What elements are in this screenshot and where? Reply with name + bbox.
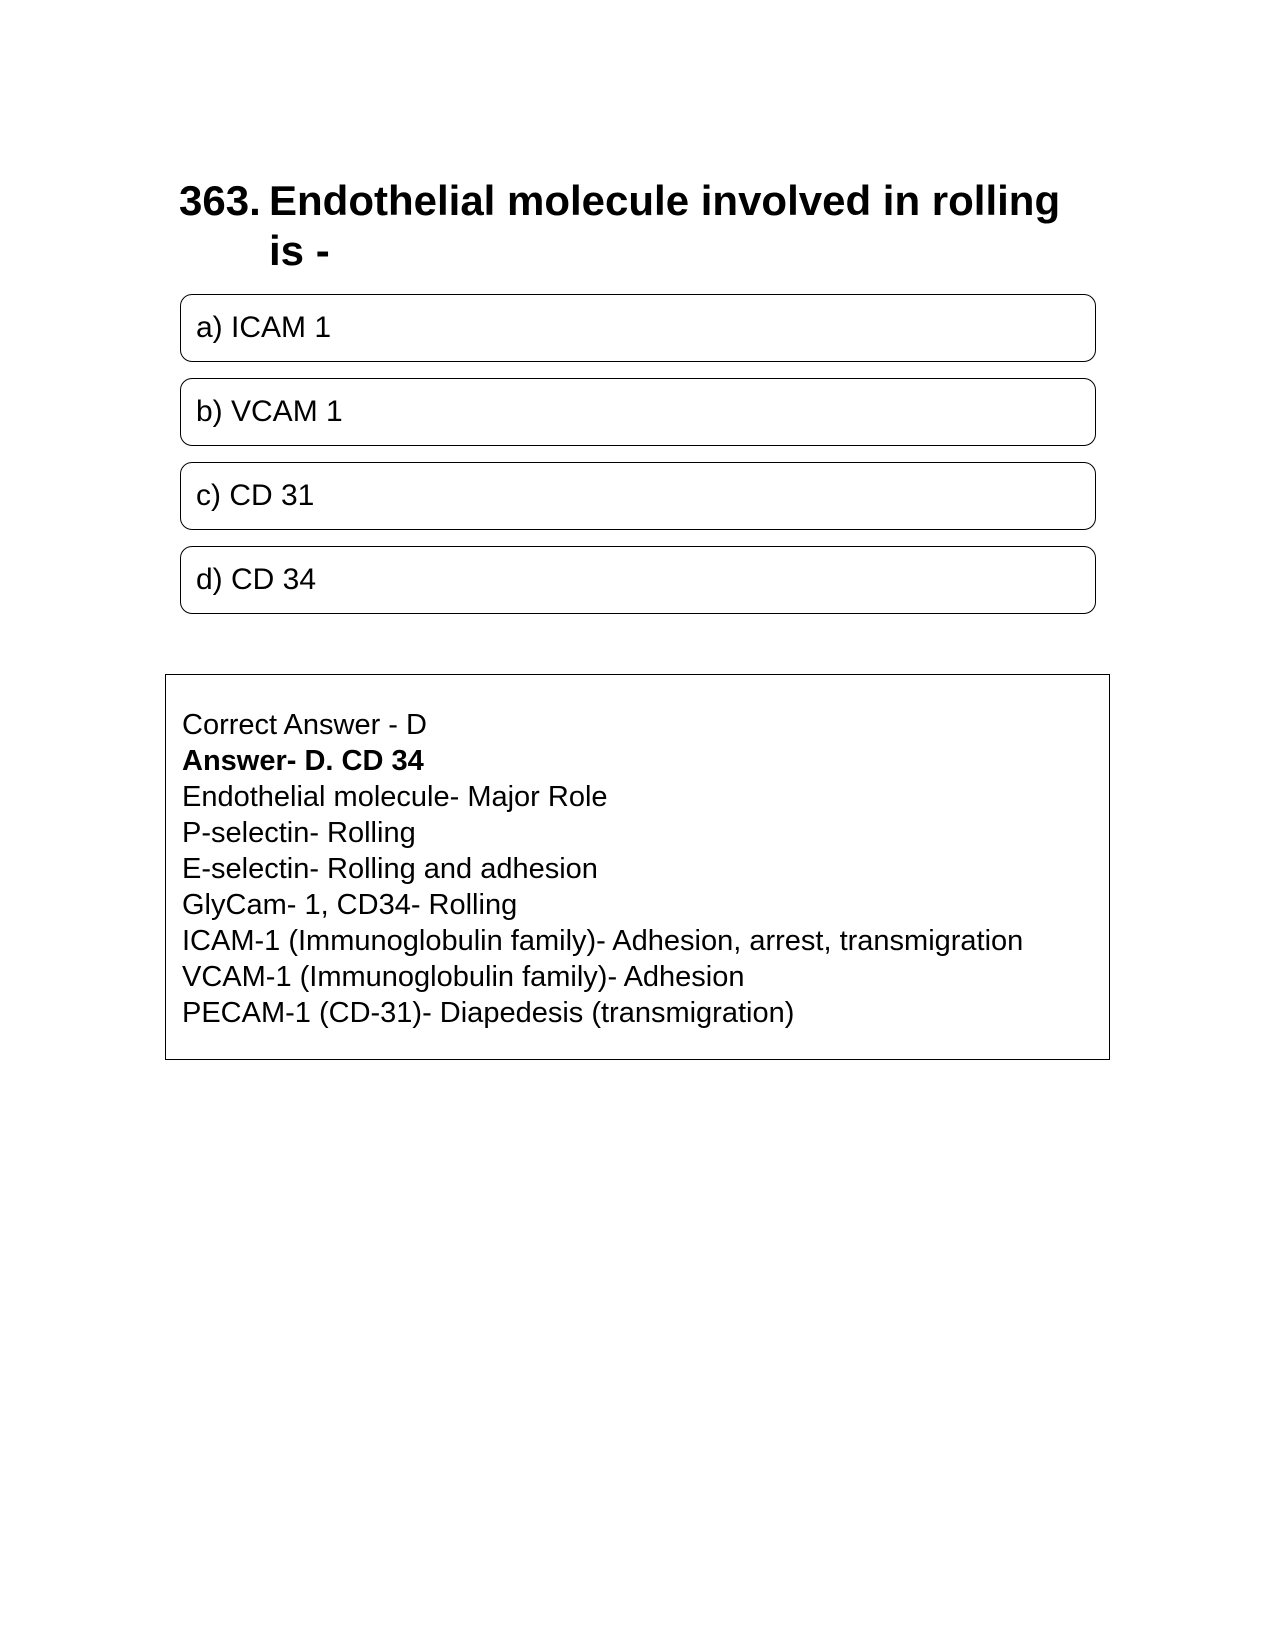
explanation-line: P-selectin- Rolling [182, 817, 416, 849]
explanation-line: E-selectin- Rolling and adhesion [182, 853, 598, 885]
question-heading [179, 176, 1079, 276]
options-list [180, 294, 1096, 630]
answer-explanation-box [165, 674, 1110, 1060]
option-a[interactable]: a) ICAM 1 [180, 294, 1096, 362]
explanation-line: ICAM-1 (Immunoglobulin family)- Adhesion, arrest, transmigration [182, 925, 1024, 957]
explanation-line: PECAM-1 (CD-31)- Diapedesis (transmigration) [182, 997, 795, 1029]
question-text: Endothelial molecule involved in rolling is - [269, 177, 1061, 274]
explanation-line: GlyCam- 1, CD34- Rolling [182, 889, 518, 921]
question-number: 363. [179, 177, 261, 224]
correct-answer-line: Correct Answer - D [182, 709, 427, 741]
option-d[interactable]: d) CD 34 [180, 546, 1096, 614]
option-b[interactable]: b) VCAM 1 [180, 378, 1096, 446]
explanation-line: Endothelial molecule- Major Role [182, 781, 608, 813]
explanation-line: VCAM-1 (Immunoglobulin family)- Adhesion [182, 961, 745, 993]
option-c[interactable]: c) CD 31 [180, 462, 1096, 530]
answer-headline: Answer- D. CD 34 [182, 745, 424, 777]
